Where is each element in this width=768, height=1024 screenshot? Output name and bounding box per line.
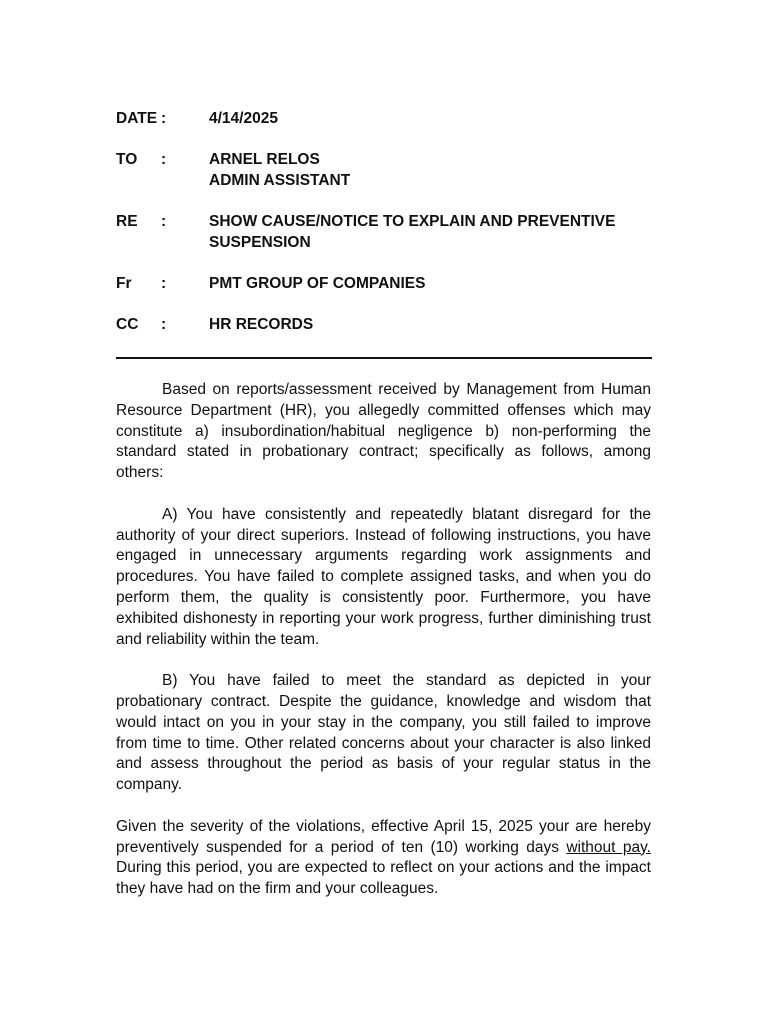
date-colon: : [161, 110, 167, 127]
memo-re-row [116, 211, 652, 253]
date-value: 4/14/2025 [209, 110, 278, 127]
from-value: PMT GROUP OF COMPANIES [209, 275, 426, 292]
suspension-text-end: During this period, you are expected to reflect on your actions and the impact they have had on the firm and your colleagues. [116, 859, 651, 898]
memo-header [116, 108, 652, 355]
memo-cc-row [116, 314, 652, 335]
paragraph-intro: Based on reports/assessment received by Management from Human Resource Department (HR), you allegedly committed offenses which may constitute a) insubordination/habitual negligence b) non-performing the standard stated in probationary contract; specifically as follows, among others: [116, 381, 651, 482]
paragraph-offense-b: B) You have failed to meet the standard as depicted in your probationary contract. Despite the guidance, knowledge and wisdom that would intact on you in your stay in the company, you still failed to improve from time to time. Other related concerns about your character is also linked and assess throughout the period as basis of your regular status in the company. [116, 672, 651, 794]
re-colon: : [161, 213, 167, 230]
cc-label: CC [116, 316, 139, 333]
to-label: TO [116, 151, 138, 168]
re-subject-line-1: SHOW CAUSE/NOTICE TO EXPLAIN AND PREVENTIVE [209, 213, 616, 230]
header-divider [116, 357, 652, 359]
without-pay-underlined: without pay. [566, 838, 651, 856]
memo-body [116, 380, 651, 921]
memo-to-row [116, 149, 652, 191]
cc-colon: : [161, 316, 167, 333]
cc-value: HR RECORDS [209, 316, 314, 333]
date-label: DATE [116, 110, 158, 127]
to-name: ARNEL RELOS [209, 151, 320, 168]
re-subject-line-2: SUSPENSION [209, 234, 311, 251]
paragraph-offense-a: A) You have consistently and repeatedly blatant disregard for the authority of your direct superiors. Instead of following instructions, you have engaged in unnecessary arguments regarding work assignments and procedures. You have failed to complete assigned tasks, and when you do perform them, the quality is consistently poor. Furthermore, you have exhibited dishonesty in reporting your work progress, further diminishing trust and reliability within the team. [116, 505, 651, 648]
paragraph-suspension [116, 817, 651, 900]
suspension-text-start: Given the severity of the violations, effective April 15, 2025 your are hereby preventively suspended for a period of ten (10) working days [116, 817, 651, 856]
from-colon: : [161, 275, 167, 292]
re-label: RE [116, 213, 138, 230]
to-title: ADMIN ASSISTANT [209, 172, 351, 189]
to-colon: : [161, 151, 167, 168]
memo-date-row [116, 108, 652, 129]
memo-from-row [116, 273, 652, 294]
from-label: Fr [116, 275, 132, 292]
